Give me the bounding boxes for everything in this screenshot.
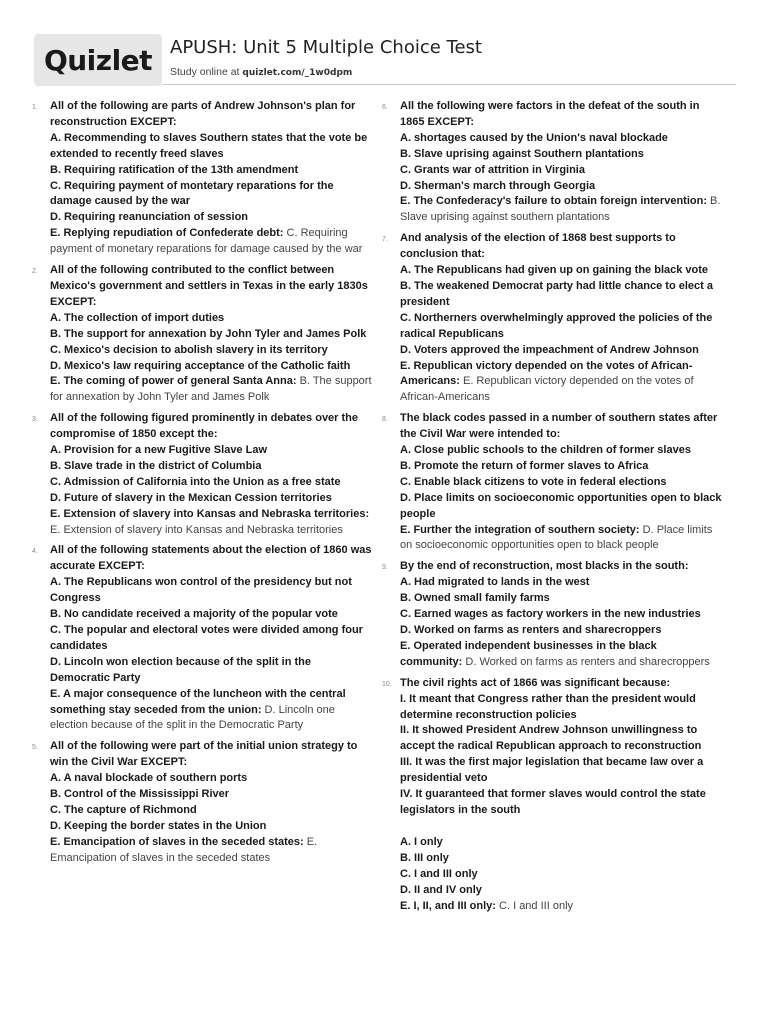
study-url-link[interactable]: quizlet.com/_1w0dpm [242,68,353,78]
question-number: 2. [32,268,38,276]
question-item [382,411,722,554]
question-number: 6. [382,104,388,111]
option-with-answer [400,195,720,223]
answer-text: D. Worked on farms as renters and sharecroppers [462,655,710,668]
option: E. Emancipation of slaves in the seceded states: [50,835,304,848]
option-with-answer [400,524,712,552]
option: E. The coming of power of general Santa Anna: [50,375,297,388]
statement: II. It showed President Andrew Johnson unwillingness to accept the radical Republican approach to reconstruction [400,724,702,753]
option: D. Place limits on socioeconomic opportunities open to black people [400,491,722,520]
question-item [382,231,722,406]
question-stem: All of the following are parts of Andrew Johnson's plan for reconstruction EXCEPT: [50,100,356,128]
option: A. Recommending to slaves Southern states that the vote be extended to recently freed slaves [50,131,368,160]
left-column [32,99,372,872]
option: D. Sherman's march through Georgia [400,179,596,192]
option: B. III only [400,851,449,864]
option: D. Requiring reanunciation of session [50,211,249,224]
option: A. The Republicans won control of the presidency but not Congress [50,576,352,605]
spacer [400,819,722,835]
answer-text: B. Slave uprising against southern plantations [400,195,721,224]
option: E. The Confederacy's failure to obtain foreign intervention: [400,195,707,208]
option: E. A major consequence of the luncheon with the central something stay seceded from the union: [50,687,346,716]
option: C. The capture of Richmond [50,803,197,816]
option: D. Mexico's law requiring acceptance of the Catholic faith [50,359,351,372]
page-header [34,34,734,86]
option: C. Northerners overwhelmingly approved the policies of the radical Republicans [400,311,713,340]
option: A. The collection of import duties [50,311,225,324]
question-number: 3. [32,416,38,424]
option: B. Requiring ratification of the 13th amendment [50,163,299,176]
option: A. Had migrated to lands in the west [400,576,590,589]
option-with-answer [400,900,573,912]
logo-text: Quizlet [43,43,153,77]
question-item [382,559,722,670]
option: B. Owned small family farms [400,592,550,605]
question-item [32,99,372,258]
option-with-answer [50,688,346,732]
option: C. I and III only [400,867,478,880]
option: D. II and IV only [400,883,482,896]
option: C. The popular and electoral votes were divided among four candidates [50,624,363,652]
answer-text: E. Republican victory depended on the votes of African-Americans [400,375,694,404]
question-item [382,99,722,226]
option: E. Further the integration of southern society: [400,523,640,536]
question-stem: The civil rights act of 1866 was significant because: [400,676,671,689]
option: A. Provision for a new Fugitive Slave Law [50,444,267,457]
answer-text: C. I and III only [495,899,574,912]
question-stem: All of the following contributed to the conflict between Mexico's government and settlers in Texas in the early 1830s EXCEPT: [50,264,368,308]
option: E. Republican victory depended on the votes of African-Americans: [400,359,693,388]
option-with-answer [50,836,317,864]
option: B. The support for annexation by John Tyler and James Polk [50,327,367,340]
question-number: 1. [32,104,38,111]
answer-text: D. Place limits on socioeconomic opportunities open to black people [400,523,713,552]
question-item [32,739,372,866]
question-stem: All of the following figured prominently in debates over the compromise of 1850 except the: [50,412,359,441]
option: B. Control of the Mississippi River [50,788,230,801]
answer-text: C. Requiring payment of monetary reparations for damage caused by the war [50,227,363,256]
answer-text: B. The support for annexation by John Tyler and James Polk [50,375,372,404]
option: B. Promote the return of former slaves to Africa [400,459,649,472]
option: B. Slave uprising against Southern plantations [400,147,644,160]
option: A. A naval blockade of southern ports [50,772,248,785]
statement: I. It meant that Congress rather than the president would determine reconstruction policies [400,692,696,721]
option: E. Replying repudiation of Confederate debt: [50,227,284,240]
question-stem: All of the following were part of the initial union strategy to win the Civil War EXCEPT: [50,740,358,769]
question-number: 5. [32,744,38,752]
option: C. Earned wages as factory workers in the new industries [400,608,701,621]
option: A. Close public schools to the children of former slaves [400,444,691,457]
question-item [382,676,722,915]
quizlet-logo[interactable] [34,34,162,86]
option: B. No candidate received a majority of the popular vote [50,608,338,621]
header-divider [162,84,736,85]
question-item [32,411,372,538]
option: C. Grants war of attrition in Virginia [400,163,585,176]
option-with-answer [50,375,372,403]
option-with-answer [50,508,369,536]
option: C. Requiring payment of montetary reparations for the damage caused by the war [50,179,334,208]
option: D. Lincoln won election because of the split in the Democratic Party [50,655,311,684]
study-prefix: Study online at [170,66,243,78]
right-column [382,99,722,919]
question-stem: And analysis of the election of 1868 best supports to conclusion that: [400,232,676,261]
page-title: APUSH: Unit 5 Multiple Choice Test [170,37,482,58]
option: A. shortages caused by the Union's naval blockade [400,131,668,144]
question-item [32,543,372,734]
option: D. Keeping the border states in the Union [50,819,267,832]
option: D. Worked on farms as renters and sharecroppers [400,624,662,636]
study-online-line [170,66,352,78]
answer-text: E. Extension of slavery into Kansas and Nebraska territories [50,523,343,536]
option-with-answer [50,227,362,255]
statement: IV. It guaranteed that former slaves would control the state legislators in the south [400,788,706,816]
question-stem: The black codes passed in a number of southern states after the Civil War were intended to: [400,412,718,441]
option: D. Voters approved the impeachment of Andrew Johnson [400,343,699,356]
statement: III. It was the first major legislation that became law over a presidential veto [400,756,704,785]
question-stem: By the end of reconstruction, most blacks in the south: [400,560,689,573]
question-number: 10. [382,680,392,688]
option: E. I, II, and III only: [400,899,496,912]
option: B. The weakened Democrat party had little chance to elect a president [400,279,713,308]
option: B. Slave trade in the district of Columbia [50,459,262,472]
answer-text: E. Emancipation of slaves in the seceded states [50,835,318,864]
question-stem: All the following were factors in the defeat of the south in 1865 EXCEPT: [400,100,700,128]
option: C. Mexico's decision to abolish slavery in its territory [50,343,328,356]
option: A. The Republicans had given up on gaining the black vote [400,264,709,277]
option: A. I only [400,835,443,848]
question-number: 9. [382,564,388,572]
option-with-answer [400,640,710,668]
question-item [32,263,372,406]
answer-text: D. Lincoln one election because of the split in the Democratic Party [50,703,335,732]
option: E. Extension of slavery into Kansas and Nebraska territories: [50,507,370,520]
option: E. Operated independent businesses in the black community: [400,639,657,668]
question-number: 7. [382,236,388,244]
question-number: 4. [32,548,38,556]
question-number: 8. [382,416,388,424]
question-stem: All of the following statements about the election of 1860 was accurate EXCEPT: [50,544,372,573]
option: D. Future of slavery in the Mexican Cession territories [50,491,332,504]
option-with-answer [400,360,694,404]
option: C. Enable black citizens to vote in federal elections [400,475,667,488]
option: C. Admission of California into the Union as a free state [50,475,341,488]
